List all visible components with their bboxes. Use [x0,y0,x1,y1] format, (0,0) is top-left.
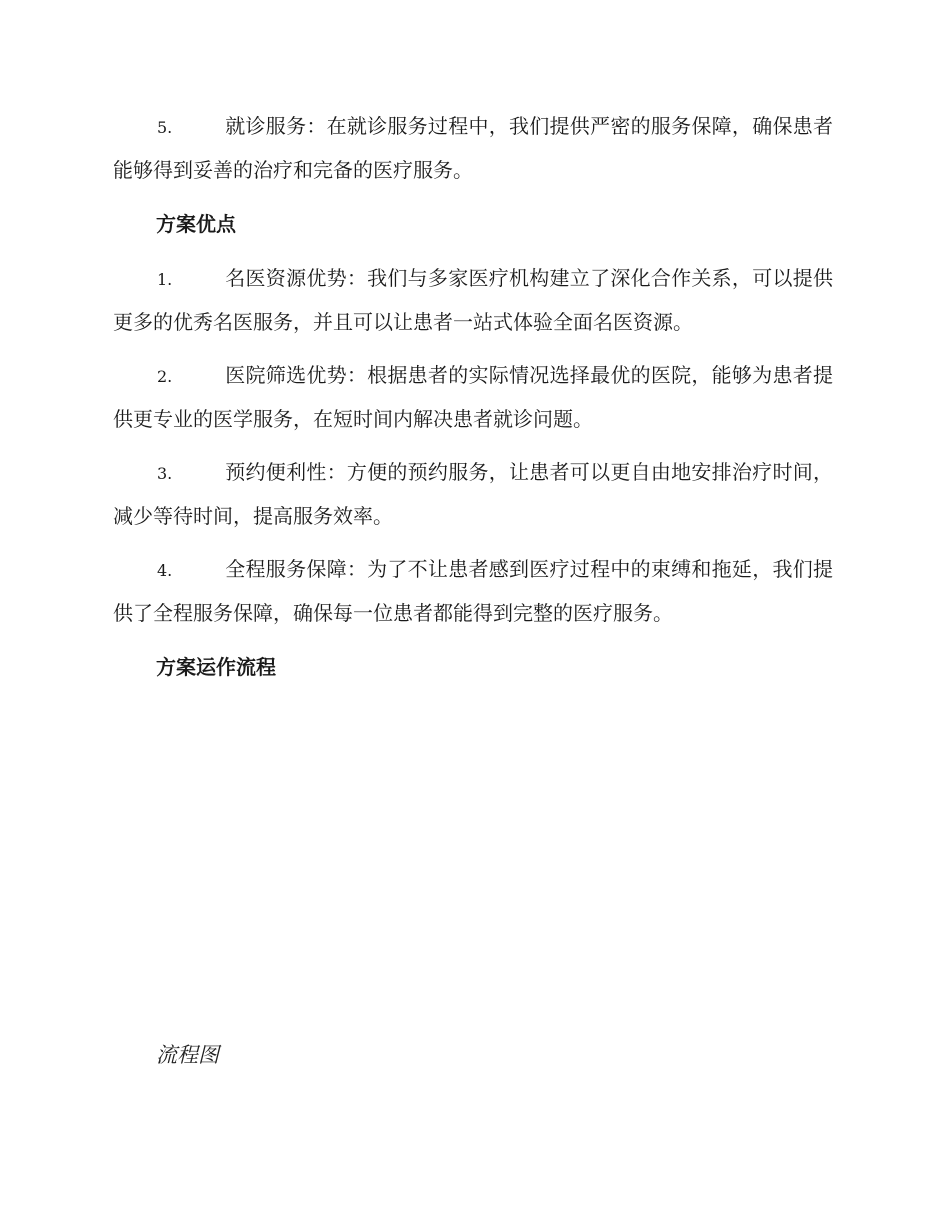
list-text: 全程服务保障：为了不让患者感到医疗过程中的束缚和拖延，我们提供了全程服务保障，确保每一位患者都能得到完整的医疗服务。 [113,557,833,625]
list-item-full-service [113,548,833,635]
list-item-hospital-selection [113,354,833,441]
list-item-appointment [113,451,833,538]
section-heading-process: 方案运作流程 [156,655,276,679]
figure-caption: 流程图 [156,1043,219,1067]
list-text: 名医资源优势：我们与多家医疗机构建立了深化合作关系，可以提供更多的优秀名医服务，并且可以让患者一站式体验全面名医资源。 [113,266,833,334]
list-text: 医院筛选优势：根据患者的实际情况选择最优的医院，能够为患者提供更专业的医学服务，在短时间内解决患者就诊问题。 [113,363,833,431]
list-item-doctor-resources [113,257,833,344]
list-number: 1. [157,270,173,289]
list-number: 2. [157,367,173,386]
list-text: 预约便利性：方便的预约服务，让患者可以更自由地安排治疗时间，减少等待时间，提高服务效率。 [113,460,833,528]
section-heading-advantages: 方案优点 [156,212,236,236]
list-number: 5. [157,118,173,137]
list-number: 3. [157,464,173,483]
list-number: 4. [157,561,173,580]
list-text: 就诊服务：在就诊服务过程中，我们提供严密的服务保障，确保患者能够得到妥善的治疗和完备的医疗服务。 [113,114,833,182]
list-item-service [113,105,833,192]
